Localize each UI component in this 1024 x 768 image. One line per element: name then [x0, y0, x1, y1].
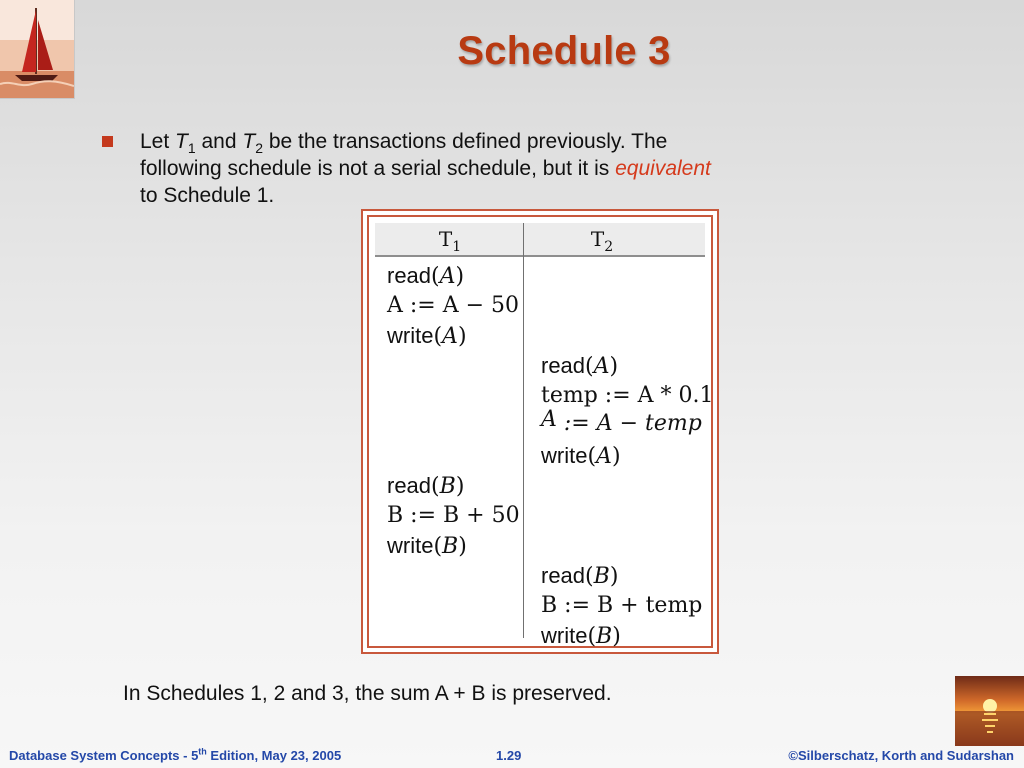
- t2-symbol: T: [242, 130, 256, 153]
- schedule-table: [367, 215, 713, 648]
- schedule-header: [375, 223, 705, 257]
- bullet-line-3: to Schedule 1.: [140, 184, 275, 207]
- bullet-and: and: [195, 130, 243, 153]
- bullet-line-1-end: be the transactions defined previously. The: [263, 130, 668, 153]
- column-divider: [523, 223, 524, 638]
- bullet-line-2-start: following schedule is not a serial schedule, but it is: [140, 157, 616, 180]
- t1-row-1: read(A): [387, 263, 465, 289]
- footer-page-number: 1.29: [496, 748, 522, 763]
- preservation-note: In Schedules 1, 2 and 3, the sum A + B is preserved.: [123, 682, 612, 705]
- equivalent-emphasis: equivalent: [615, 157, 711, 180]
- t1-row-3: write(A): [387, 323, 467, 349]
- schedule-frame: [361, 209, 719, 654]
- footer-left-tail: Edition, May 23, 2005: [206, 748, 342, 763]
- t1-row-6: write(B): [387, 533, 467, 559]
- t1-row-4: read(B): [387, 473, 465, 499]
- t1-symbol: T: [175, 130, 188, 153]
- footer-copyright: ©Silberschatz, Korth and Sudarshan: [788, 748, 1014, 763]
- footer-left-sup: th: [198, 746, 207, 757]
- t1-row-2: A := A − 50: [387, 293, 520, 318]
- t1-row-5: B := B + 50: [387, 503, 520, 528]
- t2-row-6: B := B + temp: [541, 593, 703, 618]
- t2-row-4: write(A): [541, 443, 621, 469]
- t2-row-7: write(B): [541, 623, 621, 649]
- t2-row-1: read(A): [541, 353, 619, 379]
- bullet-paragraph: [140, 128, 860, 209]
- header-t1-label: T: [438, 227, 453, 251]
- footer-left: [9, 748, 341, 763]
- page-title: Schedule 3: [457, 29, 671, 73]
- bullet-marker: [102, 136, 113, 147]
- footer-bar: [0, 742, 1024, 768]
- bullet-prefix: Let: [140, 130, 176, 153]
- header-t1-sub: 1: [452, 239, 462, 255]
- header-t2-label: T: [590, 227, 605, 251]
- sunset-icon: [955, 676, 1024, 746]
- t2-row-2: temp := A * 0.1: [541, 383, 714, 408]
- t2-subscript: 2: [255, 140, 263, 157]
- header-t1: [375, 227, 525, 255]
- t1-subscript: 1: [187, 140, 196, 157]
- header-t2-sub: 2: [604, 239, 614, 255]
- header-t2: [527, 227, 677, 255]
- t2-row-3: A := A − temp: [541, 407, 702, 436]
- sunset-logo: [955, 676, 1024, 746]
- t2-row-5: read(B): [541, 563, 619, 589]
- footer-left-main: Database System Concepts - 5: [9, 748, 199, 763]
